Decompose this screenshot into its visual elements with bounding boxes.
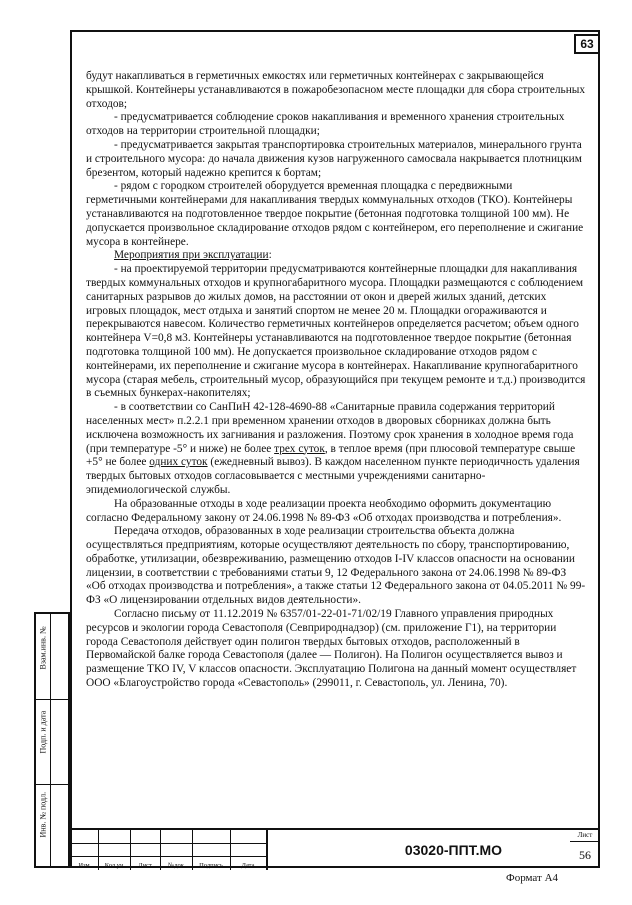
left-stamp-strip bbox=[34, 612, 70, 868]
paragraph bbox=[86, 180, 586, 249]
document-code: 03020-ППТ.МО bbox=[266, 830, 632, 870]
col-list: Лист bbox=[138, 862, 152, 869]
sheet-label: Лист bbox=[570, 830, 600, 842]
sheet-number: 56 bbox=[579, 848, 591, 862]
format-label: Формат А4 bbox=[506, 872, 559, 884]
col-kol-uch: Кол уч bbox=[104, 862, 124, 869]
text-run: (ежедневный вывоз). В каждом населенном пункте периодичность удаления твердых бытовых отходов согласовывается с местными учреждениями санитарно-эпидемиологической службы. bbox=[86, 456, 580, 496]
paragraph bbox=[86, 70, 586, 111]
text-run: - рядом с городком строителей оборудуется временная площадка с передвижными герметичными контейнерами для накапливания твердых коммунальных отходов (ТКО). Контейнеры устанавливаются на подготовленное твердое покрытие (бетонная подготовка толщиной 100 мм). Не допускается произвольное складирование отходов рядом с контейнером, его переполнение и сжигание мусора в контейнере. bbox=[86, 180, 584, 248]
paragraph bbox=[86, 263, 586, 401]
paragraph bbox=[86, 139, 586, 180]
sidebar-label-replace-inv: Взам.инв. № bbox=[38, 626, 48, 670]
sidebar-label-sign-date: Подп. и дата bbox=[38, 710, 48, 754]
col-ndok: №док bbox=[168, 862, 184, 869]
document-body bbox=[86, 70, 586, 691]
page-number: 63 bbox=[574, 34, 600, 54]
underlined-text: одних суток bbox=[149, 456, 208, 469]
sidebar-label-inv-original: Инв. № подл. bbox=[38, 791, 48, 838]
text-run: - в соответствии со СанПиН 42-128-4690-88 «Санитарные правила содержания территорий населенных мест» п.2.2.1 при временном хранении отходов в дворовых сборниках должна быть исключена возможность их загнивания и разложения. Поэтому срок хранения в холодное время года (при температуре -5° и ниже) не более bbox=[86, 401, 574, 455]
paragraph bbox=[86, 498, 586, 526]
text-run: Передача отходов, образованных в ходе реализации строительства объекта должна осуществляться предприятиям, которые осуществляют деятельность по сбору, транспортированию, обработке, утилизации, обезвреживанию, размещению отходов I-IV классов опасности на основании лицензии, в соответствии с требованиями статьи 9, 12 Федерального закона от 24.06.1998 № 89-ФЗ «Об отходах производства и потребления», а также статьи 12 Федерального закона от 04.05.2011 № 99-ФЗ «О лицензировании отдельных видов деятельности». bbox=[86, 525, 586, 607]
text-run: - на проектируемой территории предусматриваются контейнерные площадки для накапливания твердых коммунальных отходов и крупногабаритного мусора. Площадки размещаются с соблюдением санитарных разрывов до жилых домов, на расстоянии от окон и дверей жилых зданий, детских игровых площадок, мест отдыха и занятий спортом не менее 20 м. Площадки огораживаются и перекрываются навесом. Количество герметичных контейнеров определяется расчетом; объем одного контейнера V=0,8 м3. Контейнеры устанавливаются на подготовленное твердое покрытие (бетонная подготовка толщиной 100 мм). Не допускается произвольное складирование отходов рядом с контейнерами, их переполнение и сжигание мусора в контейнерах. Накапливание крупногабаритного мусора (старая мебель, строительный мусор, образующийся при текущем ремонте и т.д.) производится в съемных бункерах-накопителях; bbox=[86, 263, 586, 400]
text-run: : bbox=[268, 249, 272, 262]
col-izm: Изм bbox=[78, 862, 90, 869]
text-run: - предусматривается закрытая транспортировка строительных материалов, минерального грунта и строительного мусора: до начала движения кузов нагруженного самосвала накрывается плотницким брезентом, который надежно крепится к бортам; bbox=[86, 138, 582, 179]
text-run: Согласно письму от 11.12.2019 № 6357/01-22-01-71/02/19 Главного управления природных ресурсов и экологии города Севастополя (Севприроднадзор) (см. приложение Г1), на территории города Севастополя действует один полигон твердых бытовых отходов, расположенный в Первомайской балке города Севастополя (далее — Полигон). На Полигон осуществляется вывоз и размещение ТКО IV, V классов опасности. Эксплуатацию Полигона на данный момент осуществляет ООО «Благоустройство города «Севастополь» (299011, г. Севастополь, ул. Ленина, 70). bbox=[86, 608, 577, 690]
paragraph bbox=[86, 401, 586, 498]
text-run: будут накапливаться в герметичных емкостях или герметичных контейнерах с закрывающейся крышкой. Контейнеры устанавливаются в пожаробезопасном месте площадки для сбора строительных отходов; bbox=[86, 70, 586, 110]
sheet-box bbox=[570, 830, 600, 870]
paragraph bbox=[86, 249, 586, 263]
text-run: - предусматривается соблюдение сроков накапливания и временного хранения строительных отходов на территории строительной площадки; bbox=[86, 111, 565, 138]
col-podpis: Подпись bbox=[199, 862, 223, 869]
text-run: На образованные отходы в ходе реализации проекта необходимо оформить документацию согласно Федеральному закону от 24.06.1998 № 89-ФЗ «Об отходах производства и потребления». bbox=[86, 497, 562, 524]
underlined-text: трех суток bbox=[274, 442, 325, 455]
underlined-text: Мероприятия при эксплуатации bbox=[114, 249, 269, 262]
col-data: Дата bbox=[241, 862, 255, 869]
text-run: , в теплое время (при плюсовой температуре свыше +5° не более bbox=[86, 442, 576, 469]
paragraph bbox=[86, 608, 586, 691]
paragraph bbox=[86, 525, 586, 608]
title-block bbox=[70, 828, 600, 868]
revision-grid bbox=[70, 830, 266, 870]
paragraph bbox=[86, 111, 586, 139]
